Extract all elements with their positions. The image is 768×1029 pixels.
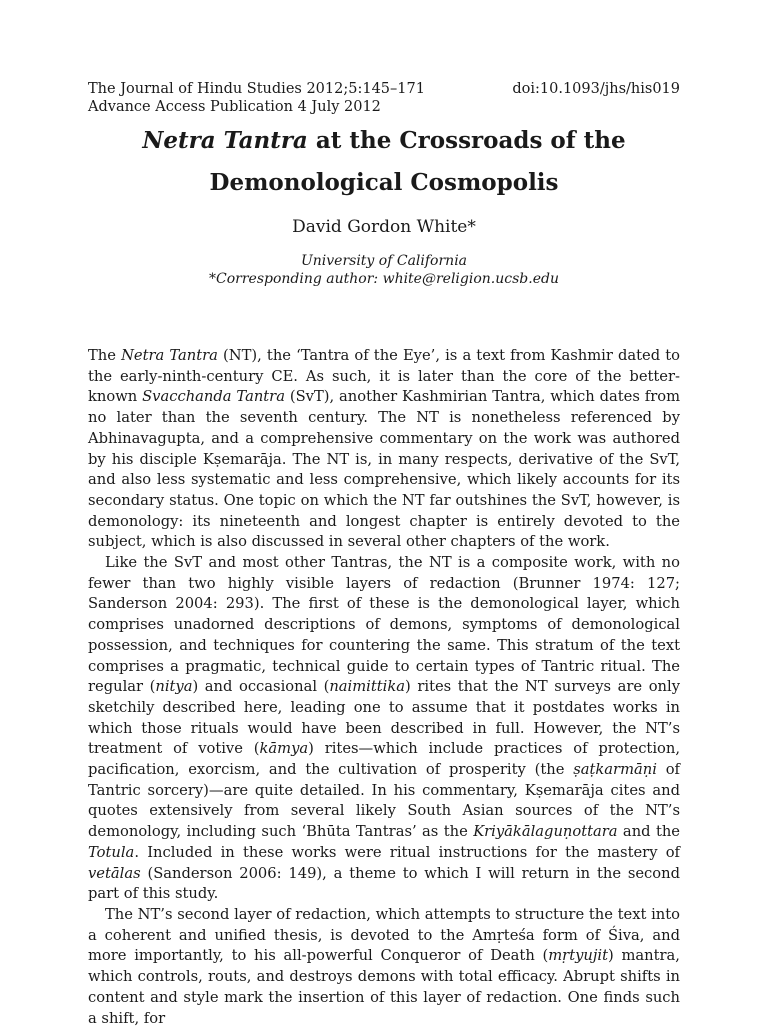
institution: University of California — [300, 253, 468, 269]
corresponding-author: *Corresponding author: white@religion.ucsb.edu — [209, 271, 559, 287]
article-title — [88, 120, 680, 204]
text-run: (Sanderson 2006: 149), a theme to which I will return in the second part of this study. — [88, 864, 680, 903]
body-paragraph — [88, 905, 680, 1029]
affiliation — [88, 252, 680, 288]
body-paragraph — [88, 553, 680, 905]
article-body — [88, 346, 680, 1029]
advance-access-line: Advance Access Publication 4 July 2012 — [88, 99, 381, 115]
text-run: (SvT), another Kashmirian Tantra, which dates from no later than the seventh century. The NT is nonetheless referenced by Abhinavagupta, and a comprehensive commentary on the work was authored by his disciple Kṣemarāja. The NT is, in many respects, derivative of the SvT, and also less systematic and less comprehensive, which likely accounts for its secondary status. One topic on which the NT far outshines the SvT, however, is demonology: its nineteenth and longest chapter is entirely devoted to the subject, which is also discussed in several other chapters of the work. — [88, 388, 680, 551]
italic-term: mṛtyujit — [548, 947, 609, 965]
italic-term: naimittika — [329, 678, 406, 696]
title-italic: Netra Tantra — [142, 127, 308, 154]
journal-header — [88, 80, 680, 98]
article-page — [88, 80, 680, 1029]
author-name: David Gordon White* — [292, 217, 476, 237]
text-run: ) rites that the NT surveys are only sketchily described here, leading one to assume that it postdates works in which those rituals would have been described in full. However, the NT’s treatment of votive ( — [88, 678, 680, 758]
doi-link[interactable]: doi:10.1093/jhs/his019 — [512, 81, 680, 97]
italic-term: Svacchanda Tantra — [142, 388, 285, 406]
text-run: (NT), the ‘Tantra of the Eye’, is a text from Kashmir dated to the early-ninth-century CE. As such, it is later than the core of the better-known — [88, 347, 680, 406]
italic-term: Kriyākālaguṇottara — [473, 823, 618, 841]
italic-term: vetālas — [88, 864, 141, 882]
text-run: The NT’s second layer of redaction, which attempts to structure the text into a coherent and unified thesis, is devoted to the Amṛteśa form of Śiva, and more importantly, to his all-powerful Conqueror of Death ( — [88, 905, 680, 965]
body-paragraph — [88, 346, 680, 553]
text-run: and the — [617, 823, 680, 841]
text-run: Like the SvT and most other Tantras, the NT is a composite work, with no fewer than two highly visible layers of redaction (Brunner 1974: 127; Sanderson 2004: 293). The first of these is the demonological layer, which comprises unadorned descriptions of demons, symptoms of demonological possession, and techniques for countering the same. This stratum of the text comprises a pragmatic, technical guide to certain types of Tantric ritual. The regular ( — [88, 554, 680, 696]
text-run: ) mantra, which controls, routs, and destroys demons with total efficacy. Abrupt shifts in content and style mark the insertion of this layer of redaction. One finds such a shift, for — [88, 947, 680, 1027]
text-run: ) rites—which include practices of protection, pacification, exorcism, and the cultivation of prosperity (the — [88, 740, 681, 779]
italic-term: Netra Tantra — [121, 347, 218, 364]
text-run: . Included in these works were ritual instructions for the mastery of — [134, 843, 680, 861]
text-run: The — [88, 347, 122, 364]
journal-citation: The Journal of Hindu Studies 2012;5:145–171 — [88, 81, 425, 97]
italic-term: ṣaṭkarmāṇi — [573, 761, 657, 779]
italic-term: kāmya — [259, 740, 309, 758]
text-run: ) and occasional ( — [192, 678, 330, 696]
text-run: of Tantric sorcery)—are quite detailed. In his commentary, Kṣemarāja cites and quotes extensively from several likely South Asian sources of the NT’s demonology, including such ‘Bhūta Tantras’ as the — [88, 761, 680, 841]
title-line1-rest: at the Crossroads of the — [307, 127, 626, 154]
italic-term: Totula — [88, 843, 135, 861]
title-line2: Demonological Cosmopolis — [209, 169, 559, 196]
italic-term: nitya — [155, 678, 193, 696]
